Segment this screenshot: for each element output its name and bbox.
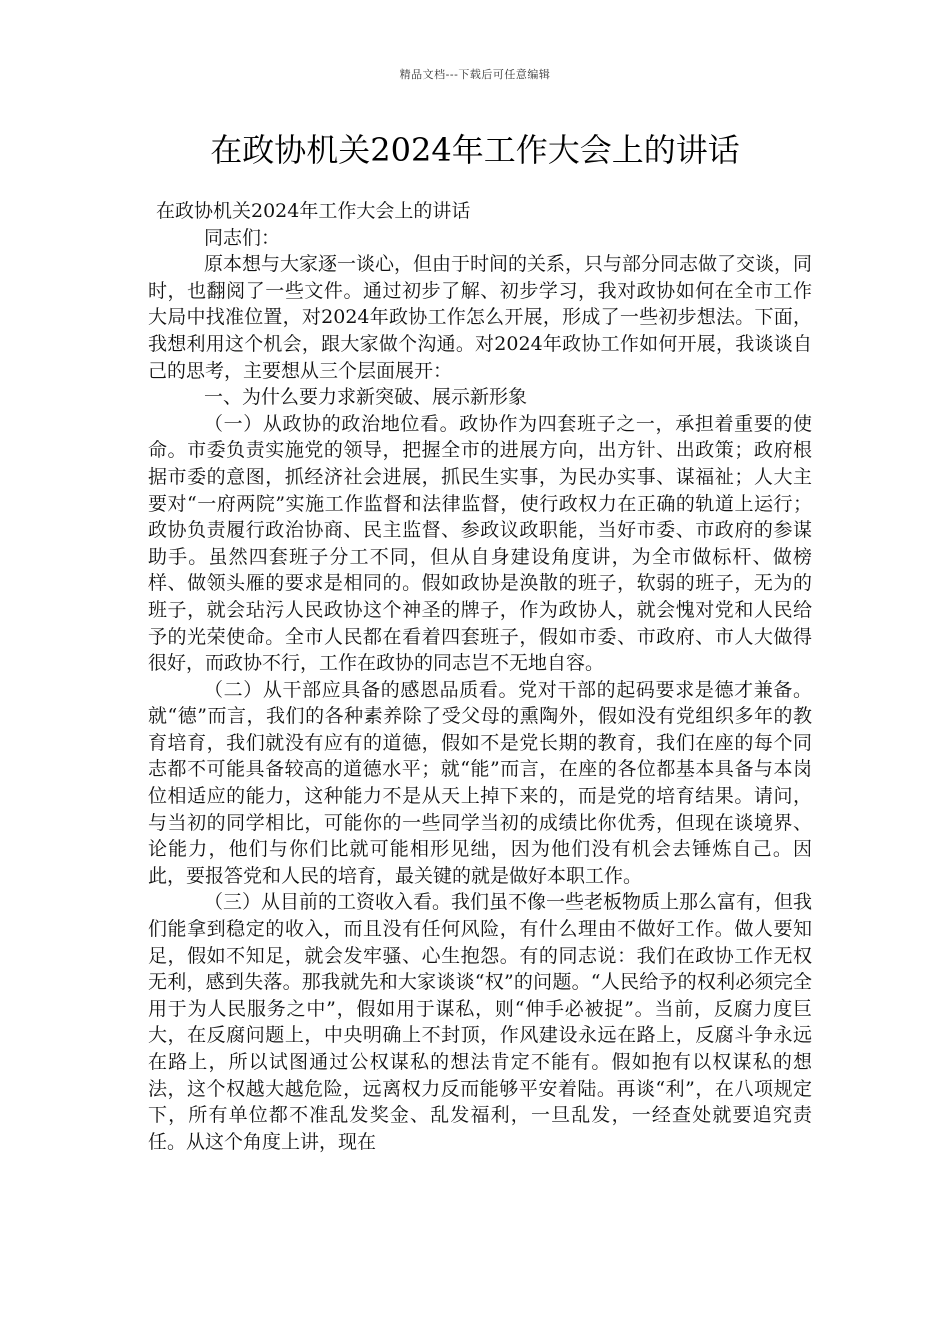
document-subtitle: 在政协机关2024年工作大会上的讲话 <box>156 200 471 222</box>
paragraph-income: （三）从目前的工资收入看。我们虽不像一些老板物质上那么富有，但我们能拿到稳定的收入，而且没有任何风险，有什么理由不做好工作。做人要知足，假如不知足，就会发牢骚、心生抱怨。有的同志说：我们在政协工作无权无利，感到失落。那我就先和大家谈谈“权”的问题。“人民给予的权利必须完全用于为人民服务之中”，假如用于谋私，则“伸手必被捉”。当前，反腐力度巨大，在反腐问题上，中央明确上不封顶，作风建设永远在路上，反腐斗争永远在路上，所以试图通过公权谋私的想法肯定不能有。假如抱有以权谋私的想法，这个权越大越危险，远离权力反而能够平安着陆。再谈“利”，在八项规定下，所有单位都不准乱发奖金、乱发福利，一旦乱发，一经查处就要追究责任。从这个角度上讲，现在 <box>148 891 813 1153</box>
page-header-watermark: 精品文档---下载后可任意编辑 <box>399 68 551 81</box>
document-title: 在政协机关2024年工作大会上的讲话 <box>210 131 740 169</box>
paragraph-intro: 原本想与大家逐一谈心，但由于时间的关系，只与部分同志做了交谈，同时，也翻阅了一些文件。通过初步了解、初步学习，我对政协如何在全市工作大局中找准位置，对2024年政协工作怎么开展，形成了一些初步想法。下面，我想利用这个机会，跟大家做个沟通。对2024年政协工作如何开展，我谈谈自己的思考，主要想从三个层面展开： <box>148 253 813 382</box>
document-body <box>148 198 812 1155</box>
paragraph-gratitude: （二）从干部应具备的感恩品质看。党对干部的起码要求是德才兼备。就“德”而言，我们的各种素养除了受父母的熏陶外，假如没有党组织多年的教育培育，我们就没有应有的道德，假如不是党长期的教育，我们在座的每个同志都不可能具备较高的道德水平；就“能”而言，在座的各位都基本具备与本岗位相适应的能力，这种能力不是从天上掉下来的，而是党的培育结果。请问，与当初的同学相比，可能你的一些同学当初的成绩比你优秀，但现在谈境界、论能力，他们与你们比就可能相形见绌，因为他们没有机会去锤炼自己。因此，要报答党和人民的培育，最关键的就是做好本职工作。 <box>148 678 812 887</box>
paragraph-political-status: （一）从政协的政治地位看。政协作为四套班子之一，承担着重要的使命。市委负责实施党的领导，把握全市的进展方向，出方针、出政策；政府根据市委的意图，抓经济社会进展，抓民生实事，为民办实事、谋福祉；人大主要对“一府两院”实施工作监督和法律监督，使行政权力在正确的轨道上运行；政协负责履行政治协商、民主监督、参政议政职能，当好市委、市政府的参谋助手。虽然四套班子分工不同，但从自身建设角度讲，为全市做标杆、做榜样、做领头雁的要求是相同的。假如政协是涣散的班子，软弱的班子，无为的班子，就会玷污人民政协这个神圣的牌子，作为政协人，就会愧对党和人民给予的光荣使命。全市人民都在看着四套班子，假如市委、市政府、市人大做得很好，而政协不行，工作在政协的同志岂不无地自容。 <box>148 412 812 675</box>
section-heading-1: 一、为什么要力求新突破、展示新形象 <box>204 386 528 409</box>
salutation: 同志们： <box>204 226 281 249</box>
